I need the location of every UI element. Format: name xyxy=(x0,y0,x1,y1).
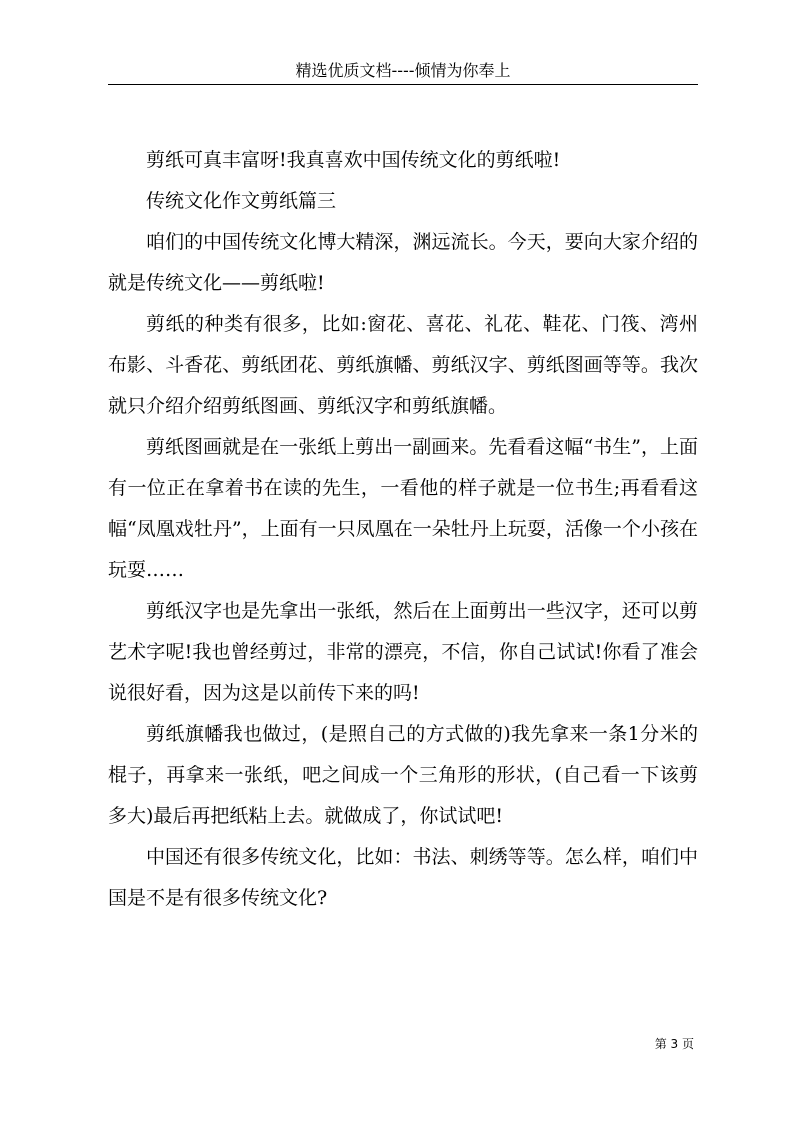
paragraph: 剪纸可真丰富呀!我真喜欢中国传统文化的剪纸啦! xyxy=(146,149,561,171)
section-heading: 传统文化作文剪纸篇三 xyxy=(146,190,337,212)
document-body xyxy=(108,140,698,919)
header-title: 精选优质文档----倾情为你奉上 xyxy=(295,61,511,80)
paragraph: 中国还有很多传统文化，比如：书法、刺绣等等。怎么样，咱们中国是不是有很多传统文化? xyxy=(108,846,698,909)
page-number: 第 3 页 xyxy=(654,1037,694,1051)
paragraph: 剪纸旗幡我也做过，(是照自己的方式做的)我先拿来一条1分米的棍子，再拿来一张纸，吧之间成一个三角形的形状，(自己看一下该剪多大)最后再把纸粘上去。就做成了，你试试吧! xyxy=(108,723,698,827)
paragraph: 咱们的中国传统文化博大精深，渊远流长。今天，要向大家介绍的就是传统文化——剪纸啦! xyxy=(108,231,698,294)
page-header xyxy=(108,58,698,85)
page-footer xyxy=(655,1036,694,1052)
paragraph: 剪纸图画就是在一张纸上剪出一副画来。先看看这幅“书生”，上面有一位正在拿着书在读的先生，一看他的样子就是一位书生;再看看这幅“凤凰戏牡丹”，上面有一只凤凰在一朵牡丹上玩耍，活像一个小孩在玩耍…… xyxy=(108,436,698,581)
paragraph: 剪纸汉字也是先拿出一张纸，然后在上面剪出一些汉字，还可以剪艺术字呢!我也曾经剪过，非常的漂亮，不信，你自己试试!你看了准会说很好看，因为这是以前传下来的吗! xyxy=(108,600,698,704)
paragraph: 剪纸的种类有很多，比如:窗花、喜花、礼花、鞋花、门筏、湾州布影、斗香花、剪纸团花、剪纸旗幡、剪纸汉字、剪纸图画等等。我次就只介绍介绍剪纸图画、剪纸汉字和剪纸旗幡。 xyxy=(108,313,698,417)
